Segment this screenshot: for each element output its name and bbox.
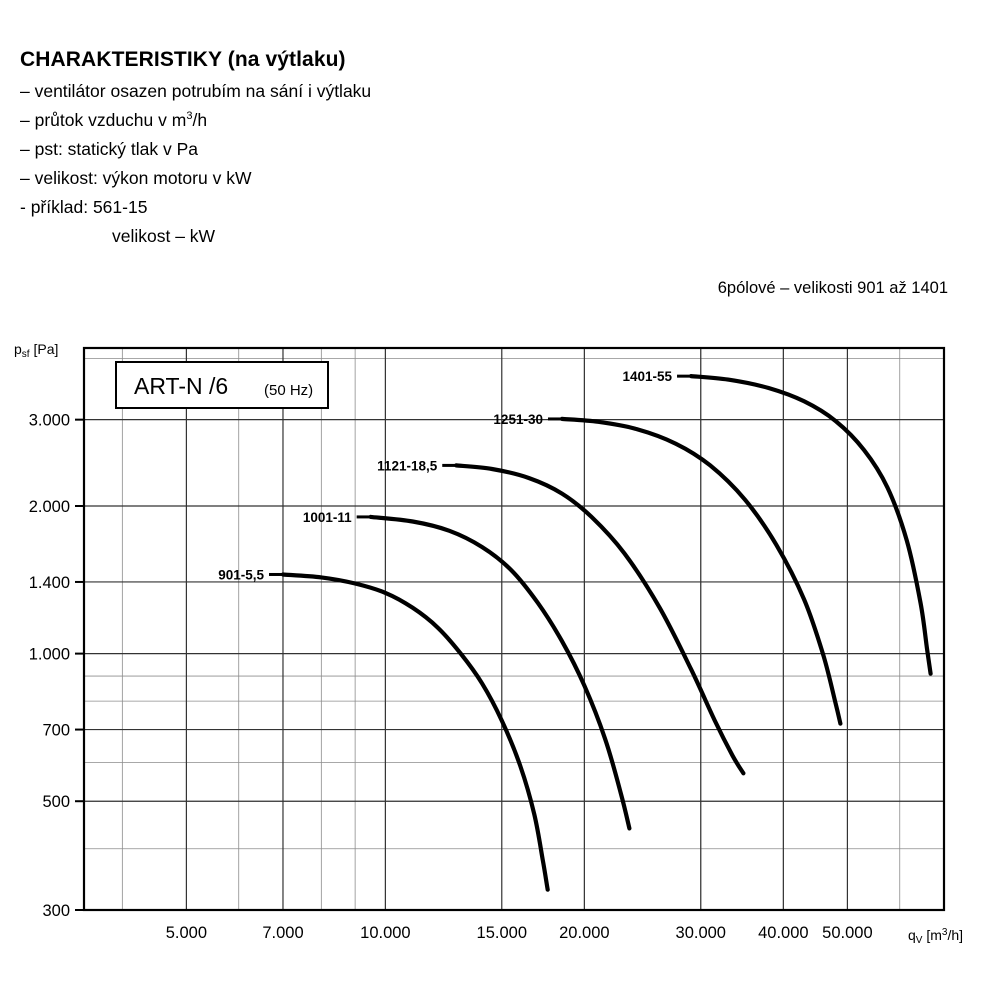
curve-label-1121-18,5: 1121-18,5 <box>377 458 438 474</box>
curve-label-1251-30: 1251-30 <box>493 411 543 427</box>
x-axis-label-unit-1: [m <box>922 927 942 943</box>
x-tick-label: 40.000 <box>758 924 809 942</box>
x-axis-label-sub: V <box>915 935 923 946</box>
x-tick-label: 15.000 <box>476 924 528 942</box>
legend-title-suffix: (50 Hz) <box>264 382 314 399</box>
x-tick-label: 30.000 <box>675 924 726 942</box>
chart-note: 6pólové – velikosti 901 až 1401 <box>717 279 948 297</box>
header-bullet-indent: velikost – kW <box>112 226 216 246</box>
x-tick-label: 50.000 <box>822 924 873 942</box>
y-tick-label: 1.000 <box>28 645 70 664</box>
y-tick-label: 300 <box>42 902 70 920</box>
y-tick-label: 500 <box>42 793 70 812</box>
y-tick-label: 2.000 <box>28 497 70 516</box>
x-axis-label-unit-2: /h] <box>947 927 964 943</box>
curve-label-901-5,5: 901-5,5 <box>218 567 264 583</box>
x-axis-label: $q_V$ $[m^3/h]$ <box>908 927 964 946</box>
x-tick-label: 7.000 <box>262 924 304 942</box>
header-bullet-1: – průtok vzduchu v $m^3/h$ <box>20 110 208 130</box>
curve-1001-11 <box>371 517 630 829</box>
curve-1401-55 <box>691 376 931 674</box>
x-tick-label: 5.000 <box>165 924 208 942</box>
header-block <box>20 48 720 255</box>
curve-label-1001-11: 1001-11 <box>302 509 352 525</box>
characteristic-curves-chart <box>0 336 1000 956</box>
header-bullet-2: – pst: statický tlak v Pa <box>20 139 198 159</box>
superscript-three: 3 <box>186 110 193 123</box>
chart-container <box>0 336 1000 956</box>
header-bullet-4: - příklad: 561-15 <box>20 197 148 217</box>
x-tick-label: 20.000 <box>559 924 610 942</box>
y-axis-label: $p_{sf}$ [Pa] <box>14 341 59 360</box>
y-tick-label: 1.400 <box>28 573 70 592</box>
legend-title: ART-N /6 <box>134 373 229 399</box>
curve-label-1401-55: 1401-55 <box>622 369 673 385</box>
y-axis-label-unit: [Pa] <box>29 341 59 357</box>
page-title: CHARAKTERISTIKY (na výtlaku) <box>20 48 346 71</box>
header-bullet-0: – ventilátor osazen potrubím na sání i výtlaku <box>20 81 372 101</box>
x-tick-label: 10.000 <box>360 924 411 942</box>
y-tick-label: 700 <box>42 721 70 740</box>
header-bullet-3: – velikost: výkon motoru v kW <box>20 168 252 188</box>
curve-901-5,5 <box>283 575 548 890</box>
x-axis-label-unit-sup: 3 <box>941 927 948 938</box>
y-tick-label: 3.000 <box>28 411 70 430</box>
y-axis-label-sub: sf <box>21 349 30 360</box>
